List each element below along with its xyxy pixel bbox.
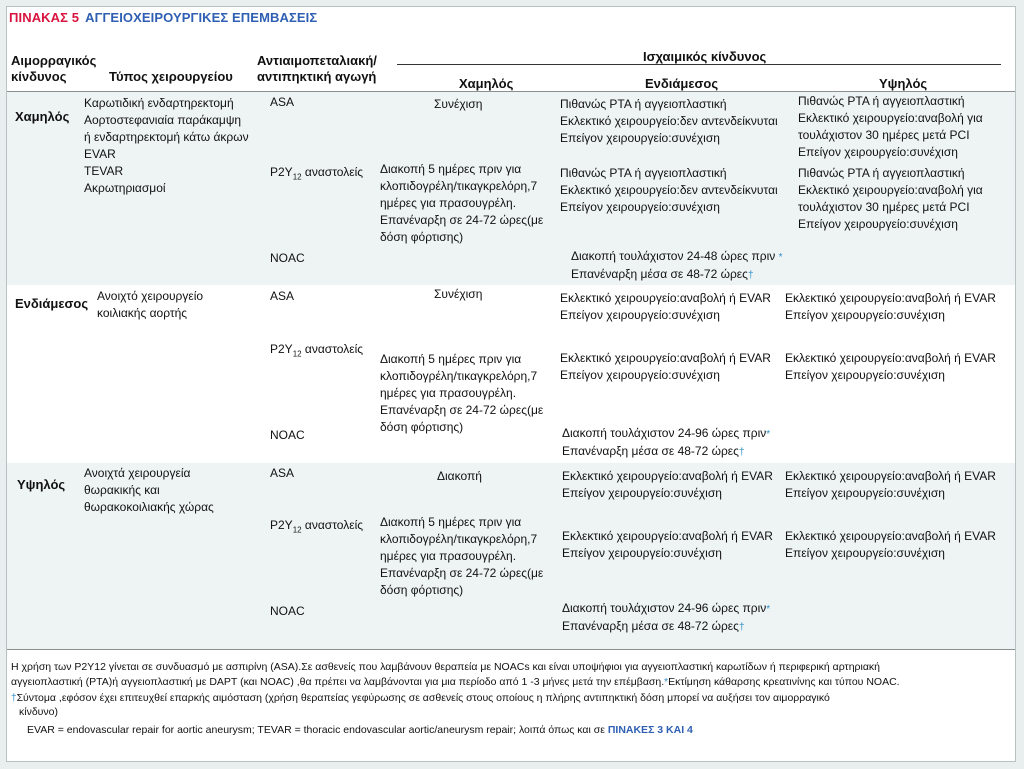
cell-line: Εκλεκτικό χειρουργείο:αναβολή ή EVAR (785, 529, 996, 543)
drug-noac: NOAC (270, 428, 305, 442)
header-bottom-rule (7, 91, 1015, 92)
noac-stop: Διακοπή τουλάχιστον 24-96 ώρες πριν (562, 426, 767, 440)
footnote-marker: † (738, 447, 745, 458)
cell-line: Επείγον χειρουργείο:συνέχιση (562, 486, 722, 500)
cell-mid-p2y12-midisch (560, 350, 771, 384)
row-risk-low: Χαμηλός (15, 109, 70, 124)
surgery-item: θωρακοκοιλιακής χώρας (84, 500, 214, 514)
col-ischemic-low: Χαμηλός (459, 76, 514, 91)
col-ischemic-high: Υψηλός (879, 76, 928, 91)
col-therapy-l2: αντιπηκτική αγωγή (257, 69, 377, 84)
surgery-item: Ανοιχτό χειρουργείο (97, 289, 204, 303)
cell-line: Πιθανώς PTA ή αγγειοπλαστική (560, 97, 727, 111)
footnote-line: Η χρήση των P2Y12 γίνεται σε συνδυασμό με ασπιρίνη (ASA).Σε ασθενείς που λαμβάνουν θεραπεία με NOACs και είναι υποψήφιοι για αγγειοπλαστική καρωτίδων ή περιφερική αρτηριακή (11, 661, 881, 673)
cell-line: Εκλεκτικό χειρουργείο:αναβολή ή EVAR (785, 351, 996, 365)
footnote-marker: * (766, 604, 771, 615)
table-header (7, 31, 1015, 91)
drug-p2y12-b: αναστολείς (301, 342, 364, 356)
cell-low-asa-highisch (798, 93, 983, 161)
cell-line: Πιθανώς PTA ή αγγειοπλαστική (798, 166, 965, 180)
cell-line: Επείγον χειρουργείο:συνέχιση (560, 308, 720, 322)
drug-p2y12-sub: 12 (292, 172, 302, 182)
surgery-item: TEVAR (84, 164, 124, 178)
surgery-item: Καρωτιδική ενδαρτηρεκτομή (84, 96, 234, 110)
cell-line: Εκλεκτικό χειρουργείο:αναβολή ή EVAR (560, 291, 771, 305)
table-number: ΠΙΝΑΚΑΣ 5 (9, 10, 80, 25)
footnote-marker: † (747, 270, 754, 281)
footnote-text: Σύντομα ,εφόσον έχει επιτευχθεί επαρκής αιμόσταση (χρήση θεραπείας γεφύρωσης σε ασθενείς στους οποίους η πλήρης αντιπηκτική δόση μπορεί να αυξήσει τον αιμορραγικό (16, 692, 830, 704)
drug-p2y12-a: P2Y (270, 342, 293, 356)
cell-line: Εκλεκτικό χειρουργείο:δεν αντενδείκνυται (560, 183, 778, 197)
col-therapy (257, 53, 377, 85)
cell-low-p2y12-highisch (798, 165, 983, 233)
footnote-marker: * (664, 677, 669, 688)
cell-low-p2y12-midisch (560, 165, 778, 216)
cell-high-asa-lowisch: Διακοπή (437, 469, 482, 483)
surgery-item: EVAR (84, 147, 116, 161)
footnote-line (11, 675, 900, 690)
cell-line: Επείγον χειρουργείο:συνέχιση (560, 200, 720, 214)
cell-line: κλοπιδογρέλη/τικαγκρελόρη,7 (380, 532, 538, 546)
drug-p2y12 (270, 517, 363, 538)
cell-line: Επείγον χειρουργείο:συνέχιση (560, 368, 720, 382)
col-ischemic-risk: Ισχαιμικός κίνδυνος (643, 49, 767, 64)
noac-restart: Επανέναρξη μέσα σε 48-72 ώρες (562, 619, 739, 633)
table-frame (6, 6, 1016, 762)
cell-line: Πιθανώς PTA ή αγγειοπλαστική (560, 166, 727, 180)
cell-line: Επείγον χειρουργείο:συνέχιση (785, 308, 945, 322)
footnote-line (27, 723, 693, 738)
cell-mid-asa-lowisch: Συνέχιση (434, 287, 483, 301)
cell-line: Εκλεκτικό χειρουργείο:αναβολή ή EVAR (562, 469, 773, 483)
footnote-marker: * (766, 429, 771, 440)
noac-restart: Επανέναρξη μέσα σε 48-72 ώρες (562, 444, 739, 458)
noac-stop: Διακοπή τουλάχιστον 24-96 ώρες πριν (562, 601, 767, 615)
cell-line: Εκλεκτικό χειρουργείο:αναβολή ή EVAR (785, 469, 996, 483)
cell-mid-asa-highisch (785, 290, 996, 324)
cell-line: Επείγον χειρουργείο:συνέχιση (785, 368, 945, 382)
col-bleeding-risk-l1: Αιμορραγικός (11, 53, 97, 68)
cell-line: Εκλεκτικό χειρουργείο:αναβολή ή EVAR (785, 291, 996, 305)
cell-line: Διακοπή 5 ημέρες πριν για (380, 352, 522, 366)
col-surgery-type: Τύπος χειρουργείου (109, 69, 233, 84)
table-heading: ΑΓΓΕΙΟΧΕΙΡΟΥΡΓΙΚΕΣ ΕΠΕΜΒΑΣΕΙΣ (85, 10, 318, 25)
cell-line: Εκλεκτικό χειρουργείο:δεν αντενδείκνυται (560, 114, 778, 128)
cell-line: ημέρες για πρασουγρέλη. (380, 196, 517, 210)
drug-p2y12-sub: 12 (292, 525, 302, 535)
cell-line: Διακοπή 5 ημέρες πριν για (380, 162, 522, 176)
cell-high-asa-highisch (785, 468, 996, 502)
drug-noac: NOAC (270, 604, 305, 618)
surgery-item: Ακρωτηριασμοί (84, 181, 166, 195)
col-bleeding-risk-l2: κίνδυνος (11, 69, 67, 84)
cell-line: Επείγον χειρουργείο:συνέχιση (798, 145, 958, 159)
cell-line: δόση φόρτισης) (380, 420, 464, 434)
cell-high-p2y12-lowisch (380, 514, 543, 599)
cell-line: κλοπιδογρέλη/τικαγκρελόρη,7 (380, 179, 538, 193)
col-bleeding-risk (11, 53, 96, 85)
cell-line: Επανέναρξη σε 24-72 ώρες(με (380, 403, 544, 417)
cell-line: Εκλεκτικό χειρουργείο:αναβολή για (798, 183, 983, 197)
cell-line: κλοπιδογρέλη/τικαγκρελόρη,7 (380, 369, 538, 383)
row-risk-high: Υψηλός (17, 477, 66, 492)
cell-mid-p2y12-lowisch (380, 351, 543, 436)
cell-line: Πιθανώς PTA ή αγγειοπλαστική (798, 94, 965, 108)
cell-line: τουλάχιστον 30 ημέρες μετά PCI (798, 200, 970, 214)
cell-line: Εκλεκτικό χειρουργείο:αναβολή για (798, 111, 983, 125)
drug-asa: ASA (270, 289, 295, 303)
drug-noac: NOAC (270, 251, 305, 265)
cell-line: Εκλεκτικό χειρουργείο:αναβολή ή EVAR (562, 529, 773, 543)
cell-line: ημέρες για πρασουγρέλη. (380, 386, 517, 400)
cell-line: Επείγον χειρουργείο:συνέχιση (785, 486, 945, 500)
cell-low-p2y12-lowisch (380, 161, 543, 246)
cell-line: Επείγον χειρουργείο:συνέχιση (562, 546, 722, 560)
cell-line: Επείγον χειρουργείο:συνέχιση (785, 546, 945, 560)
noac-stop: Διακοπή τουλάχιστον 24-48 ώρες πριν (571, 249, 776, 263)
drug-asa: ASA (270, 466, 295, 480)
cell-line: Επείγον χειρουργείο:συνέχιση (798, 217, 958, 231)
cell-mid-asa-midisch (560, 290, 771, 324)
drug-p2y12-a: P2Y (270, 518, 293, 532)
surgery-item: Αορτοστεφανιαία παράκαμψη (84, 113, 242, 127)
footnote-line: κίνδυνο) (19, 706, 59, 718)
surgery-item: Ανοιχτά χειρουργεία (84, 466, 191, 480)
col-ischemic-intermediate: Ενδιάμεσος (645, 76, 719, 91)
drug-p2y12-b: αναστολείς (301, 165, 364, 179)
surgery-list-intermediate (97, 288, 203, 322)
cell-mid-p2y12-highisch (785, 350, 996, 384)
table-bottom-rule (7, 649, 1015, 650)
surgery-item: θωρακικής και (84, 483, 160, 497)
footnote-line (11, 691, 830, 706)
drug-p2y12-a: P2Y (270, 165, 293, 179)
cell-mid-noac (562, 425, 770, 461)
cell-low-asa-midisch (560, 96, 778, 147)
table-title (9, 10, 317, 25)
cell-line: Επείγον χειρουργείο:συνέχιση (560, 131, 720, 145)
cell-high-p2y12-midisch (562, 528, 773, 562)
surgery-item: ή ενδαρτηρεκτομή κάτω άκρων (84, 130, 249, 144)
footnote-text: EVAR = endovascular repair for aortic aneurysm; TEVAR = thoracic endovascular aortic/aneurysm repair; λοιπά όπως και σε (27, 724, 605, 736)
cell-high-p2y12-highisch (785, 528, 996, 562)
drug-p2y12-sub: 12 (292, 349, 302, 359)
footnote-marker: * (778, 252, 783, 263)
cell-line: δόση φόρτισης) (380, 230, 464, 244)
cell-line: τουλάχιστον 30 ημέρες μετά PCI (798, 128, 970, 142)
drug-p2y12-b: αναστολείς (301, 518, 364, 532)
drug-asa: ASA (270, 95, 295, 109)
header-divider (397, 64, 1001, 65)
surgery-list-high (84, 465, 214, 516)
drug-p2y12 (270, 164, 363, 185)
cell-low-asa-lowisch: Συνέχιση (434, 97, 483, 111)
cell-line: Επανέναρξη σε 24-72 ώρες(με (380, 566, 544, 580)
cell-low-noac (571, 248, 782, 284)
footnote-marker: † (738, 622, 745, 633)
cell-high-noac (562, 600, 770, 636)
footnote-text: αγγειοπλαστική (PTA)ή αγγειοπλαστική με DAPT (και NOAC) ,θα πρέπει να λαμβάνονται για μια περίοδο από 1 -3 μήνες μετά την επέμβαση. (11, 676, 665, 688)
col-therapy-l1: Αντιαιμοπεταλιακή/ (257, 53, 377, 68)
surgery-item: κοιλιακής αορτής (97, 306, 188, 320)
row-risk-intermediate: Ενδιάμεσος (15, 296, 89, 311)
cell-high-asa-midisch (562, 468, 773, 502)
surgery-list-low (84, 95, 249, 197)
cell-line: Διακοπή 5 ημέρες πριν για (380, 515, 522, 529)
noac-restart: Επανέναρξη μέσα σε 48-72 ώρες (571, 267, 748, 281)
footnote-text: Εκτίμηση κάθαρσης κρεατινίνης και τύπου NOAC. (668, 676, 900, 688)
drug-p2y12 (270, 341, 363, 362)
footnote-marker: † (11, 693, 17, 704)
table-reference-link[interactable]: ΠΙΝΑΚΕΣ 3 ΚΑΙ 4 (607, 724, 693, 736)
cell-line: Επανέναρξη σε 24-72 ώρες(με (380, 213, 544, 227)
cell-line: ημέρες για πρασουγρέλη. (380, 549, 517, 563)
cell-line: δόση φόρτισης) (380, 583, 464, 597)
cell-line: Εκλεκτικό χειρουργείο:αναβολή ή EVAR (560, 351, 771, 365)
